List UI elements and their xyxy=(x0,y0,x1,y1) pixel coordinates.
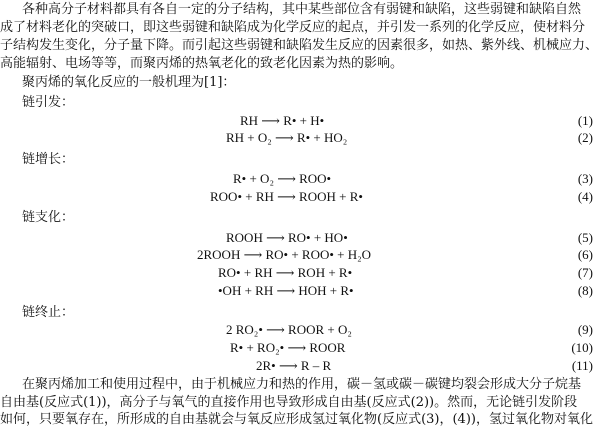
equation-number-4: (4) xyxy=(577,189,593,204)
equation-number-7: (7) xyxy=(577,265,593,280)
equation-number-3: (3) xyxy=(577,171,593,186)
equation-11: 2R• ⟶ R – R xyxy=(256,358,332,373)
equation-number-8: (8) xyxy=(577,283,593,298)
section-branching: 链支化： xyxy=(22,210,75,225)
equation-4: ROO• + RH ⟶ ROOH + R• xyxy=(210,189,363,204)
equation-8: •OH + RH ⟶ HOH + R• xyxy=(218,283,354,298)
equation-5: ROOH ⟶ RO• + HO• xyxy=(226,230,348,245)
section-propagation: 链增长： xyxy=(22,152,75,167)
paragraph1-line1: 各种高分子材料都具有各自一定的分子结构，其中某些部位含有弱键和缺陷，这些弱键和缺陷自然 xyxy=(22,2,582,17)
equation-10: R• + RO₂• ⟶ ROOR xyxy=(230,340,346,355)
equation-number-2: (2) xyxy=(577,130,593,145)
equation-3: R• + O₂ ⟶ ROO• xyxy=(233,171,332,186)
mechanism-intro: 聚丙烯的氧化反应的一般机理为[1]： xyxy=(22,75,236,90)
equation-6: 2ROOH ⟶ RO• + ROO• + H₂O xyxy=(197,247,372,262)
paragraph1-line4: 高能辐射、电场等等，而聚丙烯的热氧老化的致老化因素为热的影响。 xyxy=(0,56,404,71)
equation-number-9: (9) xyxy=(577,322,593,337)
equation-number-10: (10) xyxy=(571,340,593,355)
paragraph2-line3: 如何，只要氧存在，所形成的自由基就会与氧反应形成氢过氧化物(反应式(3)，(4))，氢过氧化物对氧化 xyxy=(0,412,593,427)
section-initiation: 链引发： xyxy=(22,95,75,110)
equation-number-11: (11) xyxy=(571,358,593,373)
equation-number-6: (6) xyxy=(577,247,593,262)
paragraph2-line1: 在聚丙烯加工和使用过程中，由于机械应力和热的作用，碳－氢或碳－碳键均裂会形成大分子烷基 xyxy=(22,377,582,392)
equation-7: RO• + RH ⟶ ROH + R• xyxy=(218,265,353,280)
paragraph2-line2: 自由基(反应式(1))，高分子与氧气的直接作用也导致形成自由基(反应式(2))。然而，无论链引发阶段 xyxy=(0,395,578,410)
paragraph1-line2: 成了材料老化的突破口，即这些弱键和缺陷成为化学反应的起点，并引发一系列的化学反应，使材料分 xyxy=(0,20,586,35)
equation-2: RH + O₂ ⟶ R• + HO₂ xyxy=(226,130,348,145)
equation-1: RH ⟶ R• + H• xyxy=(240,113,325,128)
section-termination: 链终止： xyxy=(22,305,75,320)
paragraph1-line3: 子结构发生变化，分子量下降。而引起这些弱键和缺陷发生反应的因素很多，如热、紫外线、机械应力、 xyxy=(0,38,599,53)
equation-9: 2 RO₂• ⟶ ROOR + O₂ xyxy=(226,322,352,337)
equation-number-5: (5) xyxy=(577,230,593,245)
equation-number-1: (1) xyxy=(577,113,593,128)
